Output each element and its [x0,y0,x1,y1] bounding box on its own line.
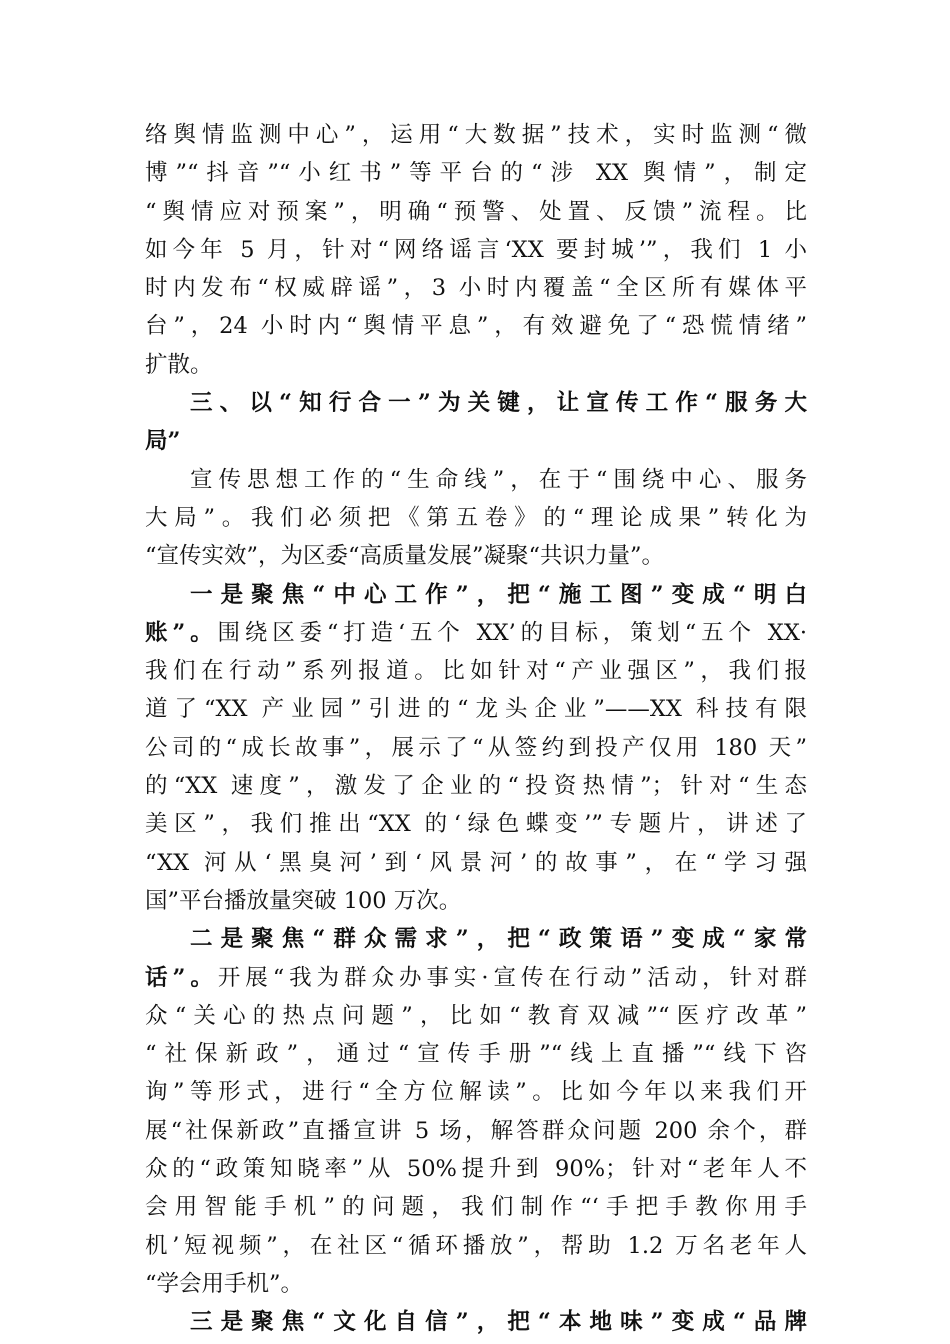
text-line: 如今年 5 月，针对“网络谣言‘XX 要封城’”，我们 1 小 [145,236,807,263]
text-line: 台”，24 小时内“舆情平息”，有效避免了“恐慌情绪” [145,313,807,340]
subheading-line: 一是聚焦“中心工作”，把“施工图”变成“明白 [190,581,807,608]
text-line: “社保新政”，通过“宣传手册”“线上直播”“线下咨 [145,1041,807,1068]
paragraph [145,1303,807,1341]
paragraph [145,920,807,1303]
text-line: “宣传实效”，为区委“高质量发展”凝聚“共识力量”。 [145,543,665,570]
subheading-tail: 话”。 [145,964,218,991]
document-body [145,116,807,1342]
text-line: 大局”。我们必须把《第五卷》的“理论成果”转化为 [145,504,807,531]
paragraph [145,461,807,576]
text-line: 扩散。 [145,351,213,378]
text-line: 美区”，我们推出“XX 的‘绿色蝶变’”专题片，讲述了 [145,811,807,838]
text-line: 机’短视频”，在社区“循环播放”，帮助 1.2 万名老年人 [145,1232,807,1259]
text-line: 会用智能手机”的问题，我们制作“‘手把手教你用手 [145,1194,807,1221]
text-line [145,614,807,652]
heading-line: 局” [145,428,181,455]
text-line: 国”平台播放量突破 100 万次。 [145,887,462,914]
paragraph [145,116,807,384]
text-line: 博”“抖音”“小红书”等平台的“涉 XX 舆情”，制定 [145,160,807,187]
text-line: 的“XX 速度”，激发了企业的“投资热情”；针对“生态 [145,773,807,800]
text-line: 询”等形式，进行“全方位解读”。比如今年以来我们开 [145,1079,807,1106]
subheading-tail: 账”。 [145,619,218,646]
text-line: “学会用手机”。 [145,1270,304,1297]
heading-line: 三、以“知行合一”为关键，让宣传工作“服务大 [190,390,807,417]
text-line: 我们在行动”系列报道。比如针对“产业强区”，我们报 [145,658,807,685]
text-line: 宣传思想工作的“生命线”，在于“围绕中心、服务 [190,466,807,493]
text-line: 道了“XX 产业园”引进的“龙头企业”——XX 科技有限 [145,696,807,723]
subheading-line: 三是聚焦“文化自信”，把“本地味”变成“品牌 [190,1309,807,1336]
text-line: 众的“政策知晓率”从 50%提升到 90%；针对“老年人不 [145,1156,807,1183]
text-line: 公司的“成长故事”，展示了“从签约到投产仅用 180 天” [145,734,807,761]
text-line: “XX 河从‘黑臭河’到‘风景河’的故事”，在“学习强 [145,849,807,876]
paragraph [145,576,807,921]
text-run: 围绕区委“打造‘五个 XX’的目标，策划“五个 XX· [217,619,807,646]
subheading-line: 二是聚焦“群众需求”，把“政策语”变成“家常 [190,926,807,953]
text-line [145,959,807,997]
text-line: “舆情应对预案”，明确“预警、处置、反馈”流程。比 [145,198,807,225]
section-heading [145,384,807,461]
text-run: 开展“我为群众办事实·宣传在行动”活动，针对群 [217,964,807,991]
text-line: 络舆情监测中心”，运用“大数据”技术，实时监测“微 [145,122,807,148]
text-line: 展“社保新政”直播宣讲 5 场，解答群众问题 200 余个，群 [145,1117,807,1144]
text-line: 众“关心的热点问题”，比如“教育双减”“医疗改革” [145,1002,807,1029]
text-line: 时内发布“权威辟谣”，3 小时内覆盖“全区所有媒体平 [145,275,807,302]
